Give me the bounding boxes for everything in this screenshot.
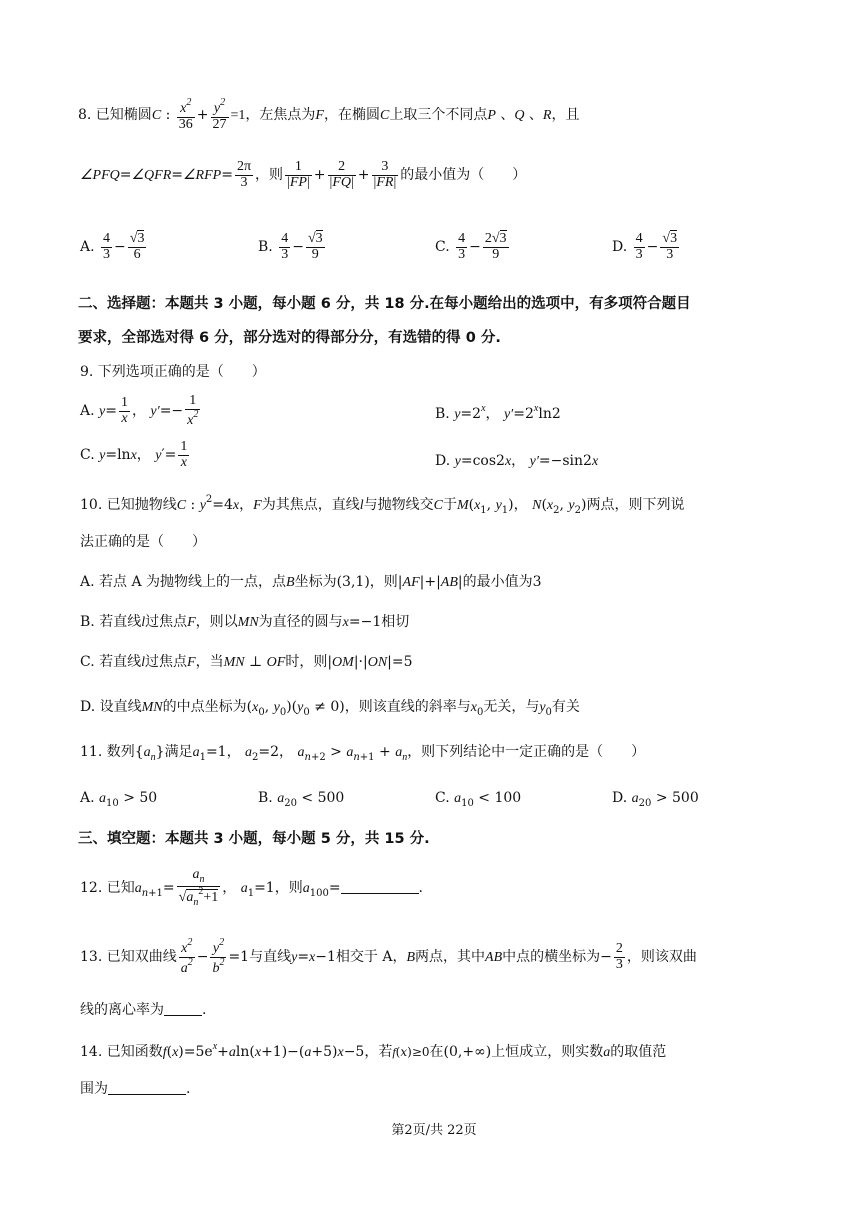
- q8-option-d: D. $\frac{4}{3}$ − $\frac{√3}{3}$: [612, 231, 678, 262]
- option-label: B.: [258, 790, 273, 806]
- option-label: D.: [435, 453, 451, 469]
- q10-text: 有关: [551, 699, 580, 715]
- q8-text: 8. 已知椭圆: [78, 107, 152, 124]
- q10-line1: 10. 已知抛物线C : $y^2=4x$，F为其焦点，直线l与抛物线交C于$M(x_1$, $y_1$)， $N(x_2$, $y_2$)两点，则下列说: [80, 494, 685, 516]
- q10-text: ，当: [195, 654, 224, 670]
- q14-text: 围为: [80, 1081, 108, 1097]
- q11-option-c: C. $a_{10} < 100$: [435, 790, 522, 809]
- q10-text: D. 设直线: [80, 699, 142, 715]
- q14-text: 的取值范: [610, 1044, 667, 1060]
- option-label: A.: [80, 790, 95, 806]
- q11-option-b: B. $a_{20} < 500$: [258, 790, 345, 809]
- option-label: C.: [435, 239, 450, 256]
- q9-option-d: D. y=cos2x， y′=−sin2x: [435, 453, 599, 469]
- q8-text: ，左焦点为: [245, 107, 316, 124]
- q8-line1: 8. 已知椭圆C : $\frac{x^2}{36}$ + $\frac{y^2}{27}$ =1，左焦点为F，在椭圆C上取三个不同点P 、Q 、R，且: [78, 97, 580, 132]
- q13-text: 两点，其中: [415, 949, 486, 966]
- q8-option-c: C. $\frac{4}{3}$ − $\frac{2√3}{9}$: [435, 231, 507, 262]
- q9-option-c: C. y=lnx， y′= $\frac{1}{x}$: [80, 439, 188, 470]
- frac: $\frac{3}{|FR|}$: [373, 159, 397, 190]
- q8-option-b: B. $\frac{4}{3}$ − $\frac{√3}{9}$: [258, 231, 323, 262]
- q10-text: 10. 已知抛物线: [80, 497, 177, 513]
- q14-line2: 围为 .: [80, 1081, 191, 1097]
- q10-option-c: C. 若直线l过焦点F，当MN ⊥ OF时，则|OM|·|ON|=5: [80, 654, 413, 670]
- q10-text: 为其焦点，直线: [261, 497, 360, 513]
- q13-text: ，则该双曲: [626, 949, 697, 966]
- q10-text: ，则: [369, 574, 398, 590]
- q11-text: 满足: [164, 744, 193, 760]
- answer-blank[interactable]: [164, 1015, 202, 1016]
- frac: $\frac{1}{|FP|}$: [287, 159, 310, 190]
- q9-stem: 9. 下列选项正确的是（ ）: [80, 364, 266, 380]
- q10-text: 相切: [381, 614, 410, 630]
- option-label: B.: [435, 406, 450, 422]
- q13-text: 与直线: [249, 949, 292, 966]
- q14-text: 上恒成立，则实数: [491, 1044, 604, 1060]
- q13-line1: 13. 已知双曲线 $\frac{x^2}{a^2}$ − $\frac{y^2}{b^2}$ =1与直线y=x−1相交于 A，B两点，其中AB中点的横坐标为− $\frac{2}{3}$ ，则该双曲: [80, 937, 697, 976]
- section3-heading: 三、填空题：本题共 3 小题，每小题 5 分，共 15 分.: [78, 831, 430, 847]
- q13-text: 中点的横坐标为: [502, 949, 601, 966]
- q10-text: C. 若直线: [80, 654, 142, 670]
- frac: $\frac{y^2}{27}$: [212, 97, 227, 132]
- section2-heading-line1: 二、选择题：本题共 3 小题，每小题 6 分，共 18 分.在每小题给出的选项中，有多项符合题目: [78, 296, 691, 312]
- option-label: B.: [258, 239, 273, 256]
- q8-text: ，在椭圆: [323, 107, 380, 124]
- answer-blank[interactable]: [341, 893, 419, 894]
- frac: $\frac{2\pi}{3}$: [236, 159, 252, 190]
- q9-option-b: B. $y=2^x$， $y'=2^x\ln 2$: [435, 403, 561, 422]
- q10-text: 的中点坐标为: [162, 699, 247, 715]
- q10-option-a: A. 若点 A 为抛物线上的一点，点B坐标为(3,1)，则|AF|+|AB|的最小值为3: [80, 574, 542, 590]
- q8-text: 的最小值为（ ）: [400, 167, 527, 184]
- q12-text: ，则: [274, 880, 303, 896]
- q11-stem: 11. 数列$\{a_n\}$满足$a_1=1$， $a_2=2$， $a_{n+2} > a_{n+1} + a_n$，则下列结论中一定正确的是（ ）: [80, 744, 646, 763]
- q10-text: 过焦点: [145, 654, 188, 670]
- frac: $\frac{2}{|FQ|}$: [329, 159, 354, 190]
- q10-text: 过焦点: [145, 614, 188, 630]
- q13-text: 相交于 A，: [335, 949, 407, 966]
- q11-text: 11. 数列: [80, 744, 135, 760]
- option-label: C.: [80, 447, 95, 464]
- page-footer: 第2页/共 22页: [391, 1123, 477, 1138]
- q10-text: B. 若直线: [80, 614, 142, 630]
- q10-text: 坐标为: [294, 574, 337, 590]
- option-label: D.: [612, 239, 628, 256]
- q14-line1: 14. 已知函数$f(x)=5e^x+aln(x+1)-(a+5)x-5$，若f(x)≥0在(0,+∞)上恒成立，则实数a的取值范: [80, 1041, 667, 1060]
- math: C: [151, 108, 162, 124]
- q11-option-a: A. $a_{10} > 50$: [80, 790, 158, 809]
- q10-text: 的最小值为3: [462, 574, 542, 590]
- q12-text: 12. 已知: [80, 880, 135, 896]
- q11-option-d: D. $a_{20} > 500$: [612, 790, 699, 809]
- q12-text: .: [418, 880, 423, 896]
- q13-line2: 线的离心率为 .: [80, 1002, 207, 1018]
- q10-line2: 法正确的是（ ）: [80, 534, 206, 550]
- q14-text: ，若: [364, 1044, 393, 1060]
- option-label: D.: [612, 790, 628, 806]
- q10-text: 无关，与: [483, 699, 540, 715]
- q13-text: 13. 已知双曲线: [80, 949, 177, 966]
- q8-text: 上取三个不同点: [389, 107, 488, 124]
- q8-text: ，且: [551, 107, 580, 124]
- q10-text: 于: [442, 497, 457, 513]
- q9-option-a: A. y= $\frac{1}{x}$ ， y′=− $\frac{1}{x^2}$: [80, 393, 199, 428]
- q10-option-b: B. 若直线l过焦点F，则以MN为直径的圆与x=−1相切: [80, 614, 410, 630]
- option-label: A.: [80, 403, 95, 420]
- answer-blank[interactable]: [108, 1094, 186, 1095]
- section2-heading-line2: 要求，全部选对得 6 分，部分选对的得部分分，有选错的得 0 分.: [78, 330, 501, 346]
- q10-text: ，则以: [195, 614, 238, 630]
- q14-text: 在: [429, 1044, 444, 1060]
- q10-text: 为直径的圆与: [258, 614, 343, 630]
- q10-text: 与抛物线交: [363, 497, 434, 513]
- q13-text: 线的离心率为: [80, 1002, 164, 1018]
- q8-line2: ∠PFQ=∠QFR=∠RFP= $\frac{2\pi}{3}$ ，则 $\frac{1}{|FP|}$ + $\frac{2}{|FQ|}$ + $\frac{3}{|FR|}$ 的最小值为（ ）: [80, 159, 527, 190]
- option-label: C.: [435, 790, 450, 806]
- q10-text: ，则该直线的斜率与: [344, 699, 471, 715]
- q10-text: ，: [239, 497, 254, 513]
- q10-text: 时，则: [285, 654, 328, 670]
- option-label: A.: [80, 239, 95, 256]
- q14-text: 14. 已知函数: [80, 1044, 163, 1060]
- q12-line: 12. 已知$a_{n+1}=$ $\frac{a_n}{√a_n^2+1}$ ， $a_1=1$，则$a_{100}=$ .: [80, 867, 423, 908]
- q8-text: ，则: [255, 167, 284, 184]
- frac: $\frac{x^2}{36}$: [178, 97, 193, 132]
- q11-text: ，则下列结论中一定正确的是（ ）: [407, 744, 646, 760]
- q10-text: A. 若点 A 为抛物线上的一点，点: [80, 574, 287, 590]
- q10-option-d: D. 设直线MN的中点坐标为($x_0$, $y_0)(y_0 \ne 0)$，则该直线的斜率与$x_0$无关，与$y_0$有关: [80, 699, 580, 718]
- q10-text: 两点，则下列说: [586, 497, 685, 513]
- q8-option-a: A. $\frac{4}{3}$ − $\frac{√3}{6}$: [80, 231, 145, 262]
